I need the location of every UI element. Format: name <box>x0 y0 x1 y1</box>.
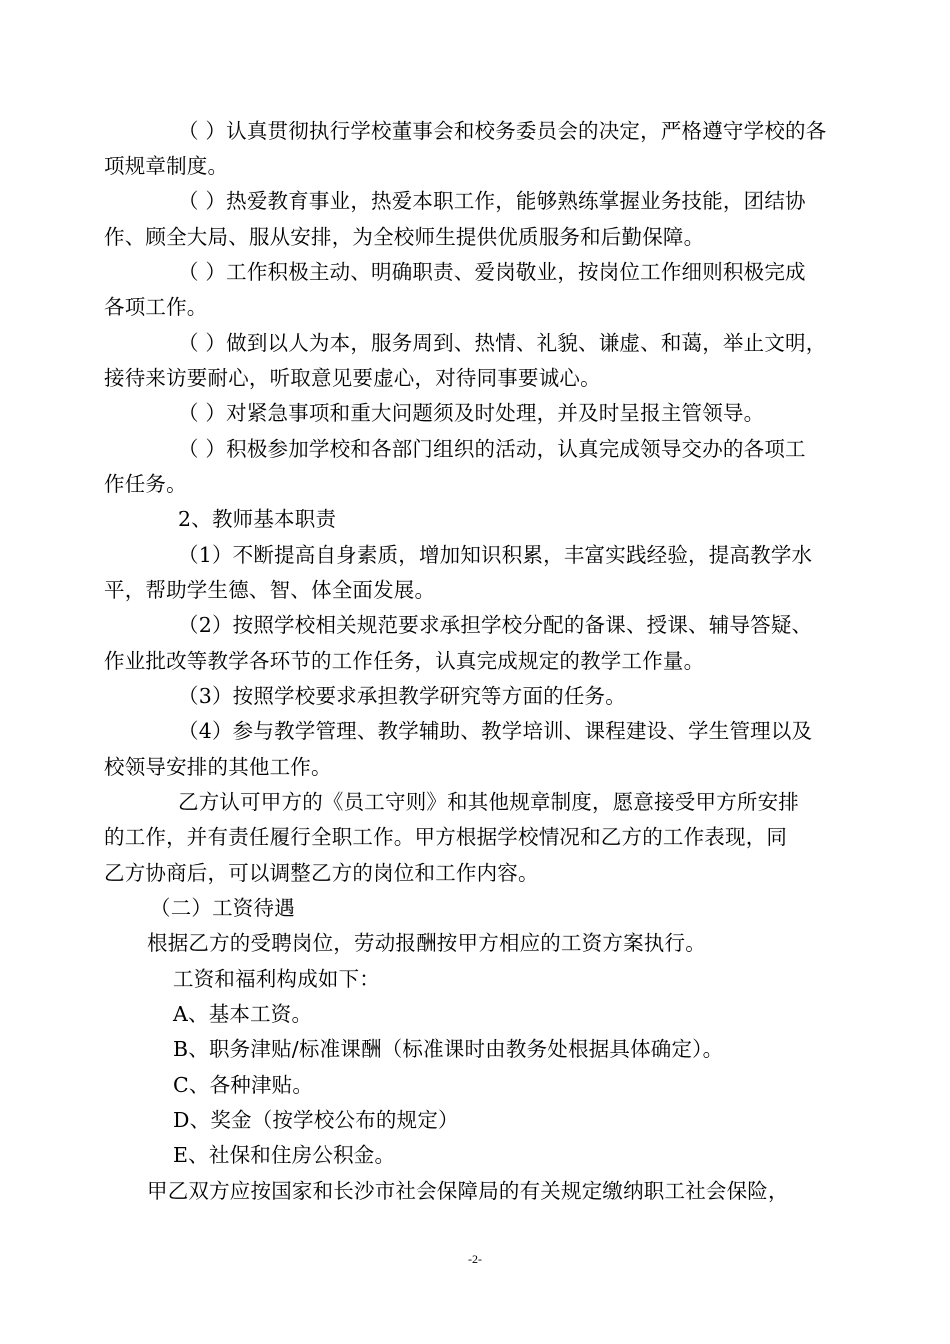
text-line: （ ）热爱教育事业，热爱本职工作，能够熟练掌握业务技能，团结协 <box>178 189 806 213</box>
text-line: 作任务。 <box>104 472 187 496</box>
text-line: （1）不断提高自身素质，增加知识积累，丰富实践经验，提高教学水 <box>178 543 813 567</box>
section-heading: （二）工资待遇 <box>150 896 295 920</box>
text-line: 校领导安排的其他工作。 <box>104 755 332 779</box>
text-line: 乙方协商后，可以调整乙方的岗位和工作内容。 <box>104 861 539 885</box>
list-item: E、社保和住房公积金。 <box>173 1143 396 1167</box>
text-line: 项规章制度。 <box>104 154 229 178</box>
text-line: （ ）做到以人为本，服务周到、热情、礼貌、谦虚、和蔼，举止文明， <box>178 331 827 355</box>
text-line: （2）按照学校相关规范要求承担学校分配的备课、授课、辅导答疑、 <box>178 613 813 637</box>
list-item: C、各种津贴。 <box>173 1073 314 1097</box>
text-line: （ ）工作积极主动、明确职责、爱岗敬业，按岗位工作细则积极完成 <box>178 260 806 284</box>
text-line: 接待来访要耐心，听取意见要虚心，对待同事要诚心。 <box>104 366 601 390</box>
text-line: 各项工作。 <box>104 295 208 319</box>
text-line: 甲乙双方应按国家和长沙市社会保障局的有关规定缴纳职工社会保险， <box>147 1179 789 1203</box>
list-item: D、奖金（按学校公布的规定） <box>173 1108 459 1132</box>
text-line: （3）按照学校要求承担教学研究等方面的任务。 <box>178 684 626 708</box>
text-line: 平，帮助学生德、智、体全面发展。 <box>104 578 436 602</box>
page-number: -2- <box>468 1252 482 1266</box>
text-line: （ ）对紧急事项和重大问题须及时处理，并及时呈报主管领导。 <box>178 401 765 425</box>
section-heading: 2、教师基本职责 <box>178 507 337 531</box>
text-line: 乙方认可甲方的《员工守则》和其他规章制度，愿意接受甲方所安排 <box>178 790 799 814</box>
text-line: 的工作，并有责任履行全职工作。甲方根据学校情况和乙方的工作表现，同 <box>104 825 788 849</box>
text-line: 作、顾全大局、服从安排，为全校师生提供优质服务和后勤保障。 <box>104 225 705 249</box>
text-line: （ ）认真贯彻执行学校董事会和校务委员会的决定，严格遵守学校的各 <box>178 119 827 143</box>
text-line: 作业批改等教学各环节的工作任务，认真完成规定的教学工作量。 <box>104 649 705 673</box>
list-item: B、职务津贴/标准课酬（标准课时由教务处根据具体确定）。 <box>173 1037 724 1061</box>
text-line: （ ）积极参加学校和各部门组织的活动，认真完成领导交办的各项工 <box>178 437 806 461</box>
list-item: A、基本工资。 <box>173 1002 313 1026</box>
text-line: （4）参与教学管理、教学辅助、教学培训、课程建设、学生管理以及 <box>178 719 813 743</box>
text-line: 工资和福利构成如下： <box>173 967 380 991</box>
text-line: 根据乙方的受聘岗位，劳动报酬按甲方相应的工资方案执行。 <box>147 931 706 955</box>
